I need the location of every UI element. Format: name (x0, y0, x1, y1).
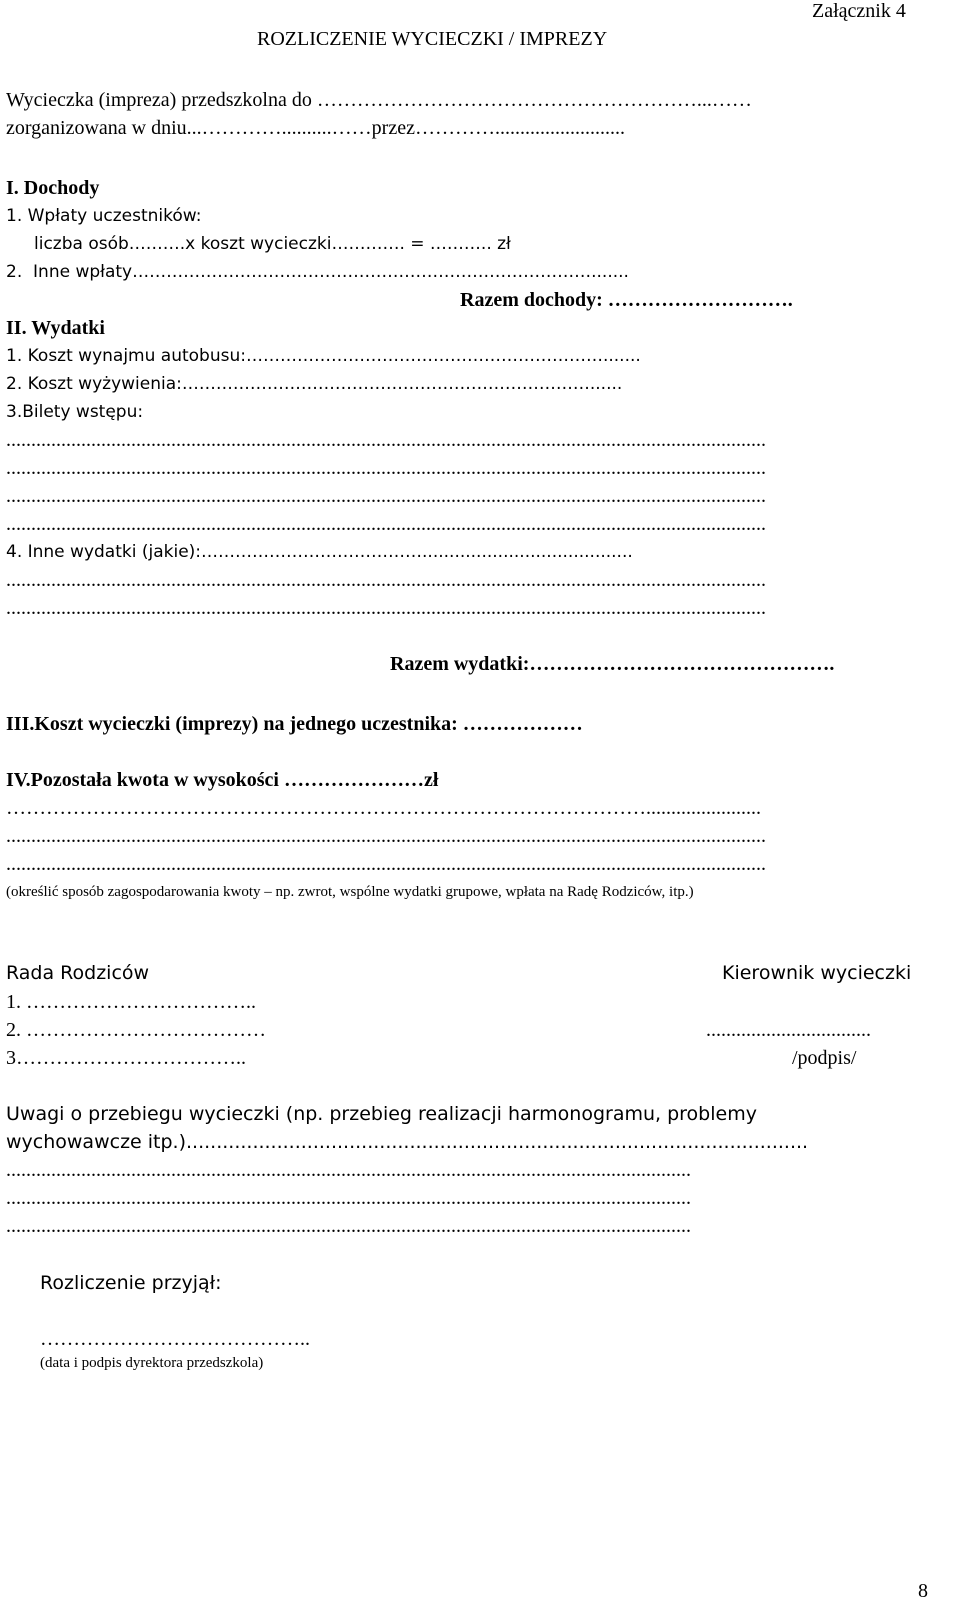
income-total: Razem dochody: ………………………. (460, 289, 793, 311)
document-title: ROZLICZENIE WYCIECZKI / IMPREZY (257, 28, 608, 50)
dotted-line: ........................................................................................................................................................ (6, 485, 766, 507)
cost-per-participant: III.Koszt wycieczki (imprezy) na jednego uczestnika: ……………… (6, 713, 583, 735)
expenses-item-4: 4. Inne wydatki (jakie):…………………………………....................................... (6, 542, 633, 562)
parents-council-title: Rada Rodziców (6, 962, 150, 984)
remaining-amount: IV.Pozostała kwota w wysokości …………………zł (6, 769, 439, 791)
trip-leader-title: Kierownik wycieczki (722, 962, 912, 984)
dotted-line: ......................................................................................................................................... (6, 1159, 691, 1181)
signature-line-2: 2. ……………………………… (6, 1019, 266, 1041)
acceptance-label: Rozliczenie przyjął: (40, 1272, 222, 1294)
attachment-label: Załącznik 4 (812, 0, 906, 22)
dotted-line: ........................................................................................................................................................ (6, 457, 766, 479)
expenses-item-2: 2. Koszt wyżywienia:………………………………………………………………...... (6, 374, 623, 394)
dotted-line: ........................................................................................................................................................ (6, 825, 766, 847)
leader-signature-line: ................................. (706, 1019, 871, 1041)
dotted-line: ........................................................................................................................................................ (6, 853, 766, 875)
remarks-line-1: Uwagi o przebiegu wycieczki (np. przebieg realizacji harmonogramu, problemy (6, 1103, 757, 1125)
dotted-line: ........................................................................................................................................................ (6, 597, 766, 619)
expenses-heading: II. Wydatki (6, 317, 105, 339)
income-item-1: 1. Wpłaty uczestników: (6, 206, 202, 226)
intro-line-date: zorganizowana w dniu...…………..........……przez………….......................... (6, 117, 625, 139)
dotted-line: ........................................................................................................................................................ (6, 569, 766, 591)
expenses-item-3: 3.Bilety wstępu: (6, 402, 144, 422)
dotted-line: ........................................................................................................................................................ (6, 429, 766, 451)
income-heading: I. Dochody (6, 177, 100, 199)
director-signature-caption: (data i podpis dyrektora przedszkola) (40, 1355, 264, 1371)
signature-line-3: 3…………………………….. (6, 1047, 246, 1069)
expenses-total: Razem wydatki:………………………………………. (390, 653, 835, 675)
intro-line-destination: Wycieczka (impreza) przedszkolna do …………………………………………………...…… (6, 89, 752, 111)
expenses-item-1: 1. Koszt wynajmu autobusu:………………………………………………………....... (6, 346, 641, 366)
dotted-line: ........................................................................................................................................................ (6, 513, 766, 535)
dotted-line: ......................................................................................................................................... (6, 1187, 691, 1209)
director-signature-line: ………………………………….. (40, 1328, 310, 1350)
page-number: 8 (918, 1580, 928, 1602)
income-item-1-detail: liczba osób……….x koszt wycieczki…………. = ……….. zł (34, 234, 511, 254)
income-item-2: 2. Inne wpłaty………………………………………………………………………....... (6, 262, 629, 282)
dotted-line: ......................................................................................................................................... (6, 1215, 691, 1237)
remarks-line-2: wychowawcze itp.)....................................................................................................... (6, 1131, 809, 1153)
dotted-line: ……………………………………………………………………………………....................... (6, 797, 761, 819)
leader-signature-caption: /podpis/ (792, 1047, 857, 1069)
signature-line-1: 1. …………………………….. (6, 991, 256, 1013)
remaining-note: (określić sposób zagospodarowania kwoty – np. zwrot, wspólne wydatki grupowe, wpłata na Radę Rodziców, itp.) (6, 884, 694, 900)
